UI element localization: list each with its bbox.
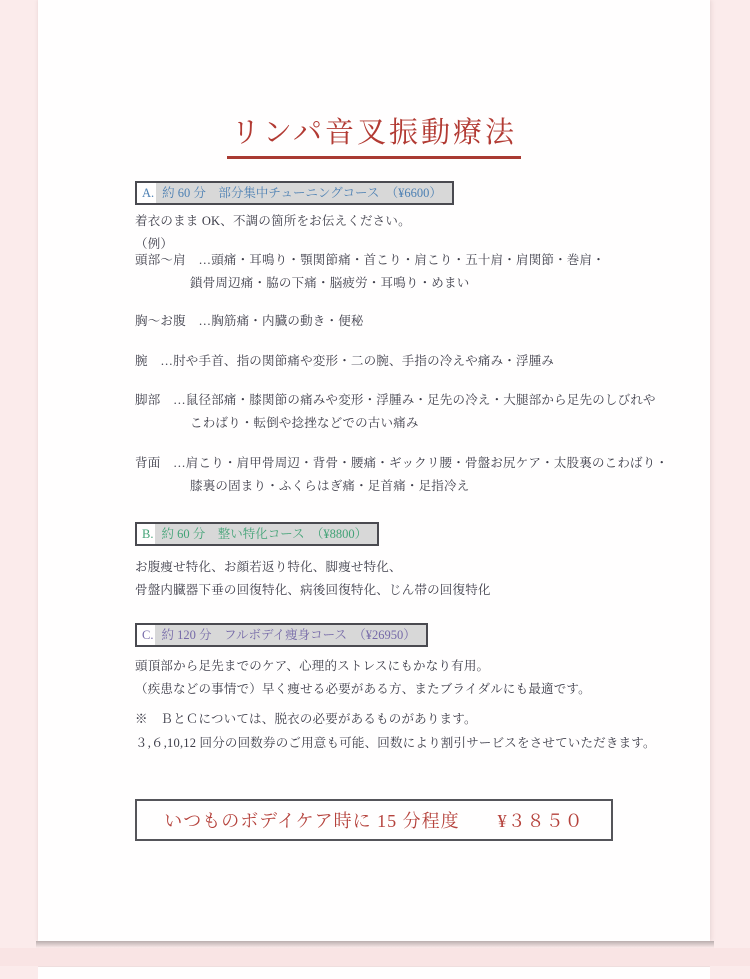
course-a-line-head-shoulder-cont: 鎖骨周辺痛・脇の下痛・脳疲労・耳鳴り・めまい — [190, 276, 470, 290]
course-b-line-2: 骨盤内臓器下垂の回復特化、病後回復特化、じん帯の回復特化 — [135, 583, 491, 597]
footer-offer-text: いつものボデイケア時に 15 分程度 ¥３８５０ — [164, 811, 584, 831]
course-a-line-leg-cont: こわばり・転倒や捻挫などでの古い痛み — [190, 416, 419, 430]
course-a-line-back: 背面 …肩こり・肩甲骨周辺・背骨・腰痛・ギックリ腰・骨盤お尻ケア・太股裏のこわばり・ — [135, 456, 669, 470]
course-c-prefix: C. — [137, 625, 155, 645]
course-a-line-back-cont: 膝裏の固まり・ふくらはぎ痛・足首痛・足指冷え — [190, 479, 470, 493]
course-a-header — [135, 181, 454, 205]
course-a-line-arm: 腕 …肘や手首、指の関節痛や変形・二の腕、手指の冷えや痛み・浮腫み — [135, 354, 555, 368]
course-b-title: 約 60 分 整い特化コース （¥8800） — [155, 524, 377, 544]
page-title-wrap — [38, 110, 710, 159]
note-coupon-tickets: ３,６,10,12 回分の回数券のご用意も可能、回数により割引サービスをさせていただきます。 — [135, 736, 656, 750]
course-b-line-1: お腹痩せ特化、お顔若返り特化、脚痩せ特化、 — [135, 560, 402, 574]
course-b-header — [135, 522, 379, 546]
note-undressing: ※ ＢとＣについては、脱衣の必要があるものがあります。 — [135, 712, 477, 726]
page-title: リンパ音叉振動療法 — [227, 110, 521, 159]
course-a-example-label: （例） — [135, 237, 174, 251]
course-a-line-chest-belly: 胸〜お腹 …胸筋痛・内臓の動き・便秘 — [135, 314, 364, 328]
course-a-line-head-shoulder: 頭部〜肩 …頭痛・耳鳴り・顎関節痛・首こり・肩こり・五十肩・肩関節・巻肩・ — [135, 253, 605, 267]
document-page — [38, 0, 710, 941]
footer-offer-box — [135, 799, 613, 841]
course-a-intro-line: 着衣のまま OK、不調の箇所をお伝えください。 — [135, 214, 411, 228]
next-page-top-edge — [38, 966, 710, 979]
course-c-line-1: 頭頂部から足先までのケア、心理的ストレスにもかなり有用。 — [135, 659, 490, 673]
page-bottom-shadow — [36, 941, 714, 948]
course-c-title: 約 120 分 フルボデイ痩身コース （¥26950） — [155, 625, 425, 645]
course-c-header — [135, 623, 428, 647]
course-a-prefix: A. — [137, 183, 156, 203]
course-b-prefix: B. — [137, 524, 155, 544]
page-gap-band — [0, 948, 750, 966]
course-a-line-leg: 脚部 …鼠径部痛・膝関節の痛みや変形・浮腫み・足先の冷え・大腿部から足先のしびれや — [135, 393, 656, 407]
course-c-line-2: （疾患などの事情で）早く痩せる必要がある方、またブライダルにも最適です。 — [135, 682, 591, 696]
course-a-title: 約 60 分 部分集中チューニングコース （¥6600） — [156, 183, 452, 203]
